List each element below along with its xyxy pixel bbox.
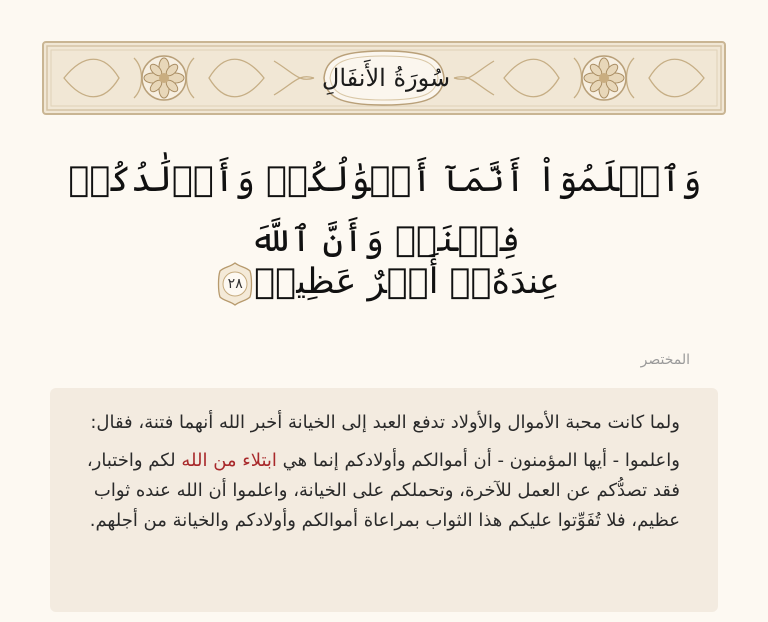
tafsir-text-before-highlight: واعلموا - أيها المؤمنون - أن أموالكم وأولادكم إنما هي	[276, 450, 680, 471]
tafsir-text-after-highlight: لكم واختبار، فقد تصدُّكم عن العمل للآخرة، وتحملكم على الخيانة، واعلموا أن الله عنده ثواب عظيم، فلا تُفَوِّتوا عليكم هذا الثواب بمراعاة أموالكم وأولادكم والخيانة من أجلهم.	[86, 450, 680, 531]
tafsir-highlighted-phrase: ابتلاء من الله	[181, 450, 277, 471]
tafsir-paragraph-2	[80, 446, 680, 536]
verse-line-2-text: عِندَهُۥٓ أَجۡرٌ عَظِيمٞ	[254, 262, 560, 302]
tafsir-source-label: المختصر	[640, 352, 690, 368]
tafsir-box	[50, 388, 718, 612]
ayah-number-marker[interactable]	[216, 261, 254, 307]
right-rosette-icon	[582, 56, 626, 100]
ayah-number: ٢٨	[227, 275, 243, 292]
surah-title-frame	[320, 49, 452, 107]
left-rosette-icon	[142, 56, 186, 100]
surah-header-banner	[42, 41, 726, 115]
tafsir-paragraph-1: ولما كانت محبة الأموال والأولاد تدفع العبد إلى الخيانة أخبر الله أنهما فتنة، فقال:	[90, 412, 680, 433]
verse-line-1: وَٱعۡلَمُوٓاْ أَنَّمَآ أَمۡوَٰلُكُمۡ وَأَوۡلَٰدُكُمۡ فِتۡنَةٞ وَأَنَّ ٱللَّهَ	[68, 160, 702, 260]
surah-title: سُورَةُ الأَنفَالِ	[321, 64, 451, 92]
verse-line-2	[40, 252, 730, 312]
